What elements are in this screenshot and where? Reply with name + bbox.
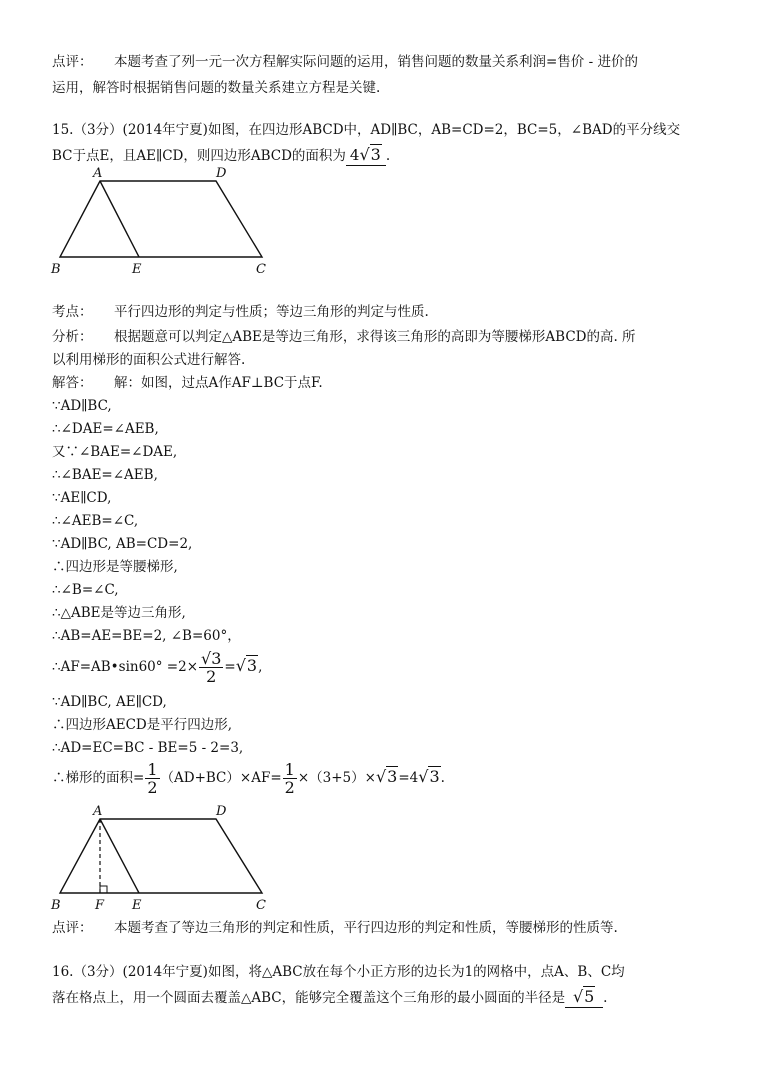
af-fraction-num: √3 bbox=[201, 649, 222, 668]
fig2-label-e: E bbox=[132, 898, 142, 913]
fig2-label-a: A bbox=[93, 805, 103, 819]
q16-stem-line-1 bbox=[52, 962, 625, 982]
solution-step: ∴AB=AE=BE=2, ∠B=60°， bbox=[52, 628, 241, 644]
trapezoid-abcd bbox=[60, 181, 262, 257]
q15-stem-1: 15.（3分）(2014年宁夏)如图，在四边形ABCD中，AD∥BC，AB=CD=2，BC=5，∠BAD的平分线交 bbox=[52, 122, 681, 138]
segment-ae-2 bbox=[100, 819, 139, 893]
area-fraction-1 bbox=[145, 761, 159, 796]
solution-step: ∴四边形AECD是平行四边形, bbox=[52, 717, 233, 733]
q15-answer-coef: 4 bbox=[349, 146, 360, 164]
solution-step: ∴∠BAE=∠AEB, bbox=[52, 467, 158, 483]
area-formula-line bbox=[52, 758, 445, 797]
prev-review-text-1: 本题考查了列一元一次方程解实际问题的运用，销售问题的数量关系利润=售价 - 进价的 bbox=[114, 54, 638, 70]
q16-stem-line-2 bbox=[52, 987, 607, 1008]
solution-step: 又∵∠BAE=∠DAE, bbox=[52, 444, 178, 460]
segment-ae bbox=[100, 181, 139, 257]
area-mid: （AD+BC）×AF= bbox=[160, 770, 282, 786]
fig2-label-c: C bbox=[256, 898, 266, 913]
q15-stem-line-2 bbox=[52, 145, 390, 166]
af-radicand: 3 bbox=[246, 656, 258, 675]
q15-figure-1 bbox=[48, 165, 288, 280]
area-mid-2: ×（3+5）× bbox=[297, 770, 376, 786]
dianping-text: 本题考查了等边三角形的判定和性质，平行四边形的判定和性质，等腰梯形的性质等. bbox=[114, 920, 618, 936]
af-fraction bbox=[199, 650, 223, 685]
solution-step: ∴∠AEB=∠C, bbox=[52, 513, 139, 529]
fenxi-line-2 bbox=[52, 350, 245, 370]
dianping-line bbox=[52, 918, 618, 938]
kaodian-line bbox=[52, 302, 429, 322]
area-fraction-2 bbox=[283, 761, 297, 796]
fig1-label-e: E bbox=[132, 262, 142, 277]
af-formula-line bbox=[52, 648, 262, 685]
solution-step: ∵AE∥CD, bbox=[52, 490, 112, 506]
prev-review-tag: 点评： bbox=[52, 54, 93, 70]
q15-answer-blank bbox=[346, 145, 386, 166]
trapezoid-abcd-2 bbox=[60, 819, 262, 893]
solution-step: ∴AD=EC=BC - BE=5 - 2=3, bbox=[52, 740, 244, 756]
area-post: . bbox=[440, 770, 445, 786]
fig1-label-b: B bbox=[51, 262, 61, 277]
q16-stem-end: . bbox=[603, 990, 608, 1006]
jieda-line bbox=[52, 373, 323, 393]
q15-stem-2: BC于点E，且AE∥CD，则四边形ABCD的面积为 bbox=[52, 148, 346, 164]
kaodian-text: 平行四边形的判定与性质；等边三角形的判定与性质. bbox=[114, 304, 429, 320]
jieda-text: 解：如图，过点A作AF⊥BC于点F. bbox=[114, 375, 323, 391]
prev-review-line-1 bbox=[52, 52, 638, 72]
q16-answer-sqrt: √5 bbox=[572, 987, 595, 1006]
kaodian-tag: 考点： bbox=[52, 304, 93, 320]
q15-answer-sqrt: √3 bbox=[359, 145, 381, 164]
fig2-label-d: D bbox=[216, 805, 227, 819]
area-fraction-2-den: 2 bbox=[284, 778, 295, 797]
dianping-tag: 点评： bbox=[52, 920, 93, 936]
area-fraction-2-num: 1 bbox=[284, 760, 295, 779]
jieda-tag: 解答： bbox=[52, 375, 93, 391]
q15-figure-2 bbox=[48, 805, 288, 915]
area-fraction-1-num: 1 bbox=[147, 760, 158, 779]
area-pre: ∴梯形的面积= bbox=[52, 770, 145, 786]
fig1-label-d: D bbox=[216, 166, 227, 181]
q16-answer-radicand: 5 bbox=[584, 987, 595, 1006]
fig1-label-c: C bbox=[256, 262, 266, 277]
right-angle-mark bbox=[100, 886, 107, 893]
fig2-label-b: B bbox=[51, 898, 61, 913]
solution-step: ∴∠B=∠C, bbox=[52, 582, 119, 598]
fenxi-tag: 分析： bbox=[52, 329, 93, 345]
fig2-label-f: F bbox=[95, 898, 105, 913]
q15-answer-radicand: 3 bbox=[370, 145, 381, 164]
q16-stem-1: 16.（3分）(2014年宁夏)如图，将△ABC放在每个小正方形的边长为1的网格中，点A、B、C均 bbox=[52, 964, 625, 980]
solution-step: ∴∠DAE=∠AEB, bbox=[52, 421, 159, 437]
area-radicand-2: 3 bbox=[429, 767, 440, 786]
q15-stem-line-1 bbox=[52, 120, 680, 140]
fenxi-text-2: 以利用梯形的面积公式进行解答. bbox=[52, 352, 246, 368]
area-sqrt-1: √3 bbox=[375, 767, 398, 786]
fenxi-text-1: 根据题意可以判定△ABE是等边三角形，求得该三角形的高即为等腰梯形ABCD的高. 所 bbox=[114, 329, 636, 345]
af-formula-pre: ∴AF=AB•sin60° =2× bbox=[52, 659, 199, 675]
area-fraction-1-den: 2 bbox=[147, 778, 158, 797]
solution-step: ∴四边形是等腰梯形, bbox=[52, 559, 178, 575]
area-sqrt-2: √3 bbox=[418, 767, 440, 786]
fenxi-line-1 bbox=[52, 327, 636, 347]
af-fraction-den: 2 bbox=[206, 667, 217, 686]
solution-step: ∵AD∥BC, AB=CD=2, bbox=[52, 536, 193, 552]
solution-step: ∵AD∥BC, bbox=[52, 398, 112, 414]
af-eq: = bbox=[224, 659, 236, 675]
q16-stem-2: 落在格点上，用一个圆面去覆盖△ABC，能够完全覆盖这个三角形的最小圆面的半径是 bbox=[52, 990, 566, 1006]
area-radicand-1: 3 bbox=[387, 767, 398, 786]
af-post: , bbox=[258, 659, 263, 675]
area-eq: =4 bbox=[398, 770, 419, 786]
q15-stem-end: . bbox=[385, 148, 391, 164]
solution-step: ∴△ABE是等边三角形, bbox=[52, 605, 186, 621]
fig1-label-a: A bbox=[93, 166, 103, 181]
q16-answer-blank bbox=[565, 987, 603, 1008]
prev-review-text-2: 运用，解答时根据销售问题的数量关系建立方程是关键. bbox=[52, 80, 381, 96]
prev-review-line-2 bbox=[52, 78, 380, 98]
af-sqrt: √3 bbox=[235, 656, 258, 675]
solution-step: ∵AD∥BC, AE∥CD, bbox=[52, 694, 167, 710]
